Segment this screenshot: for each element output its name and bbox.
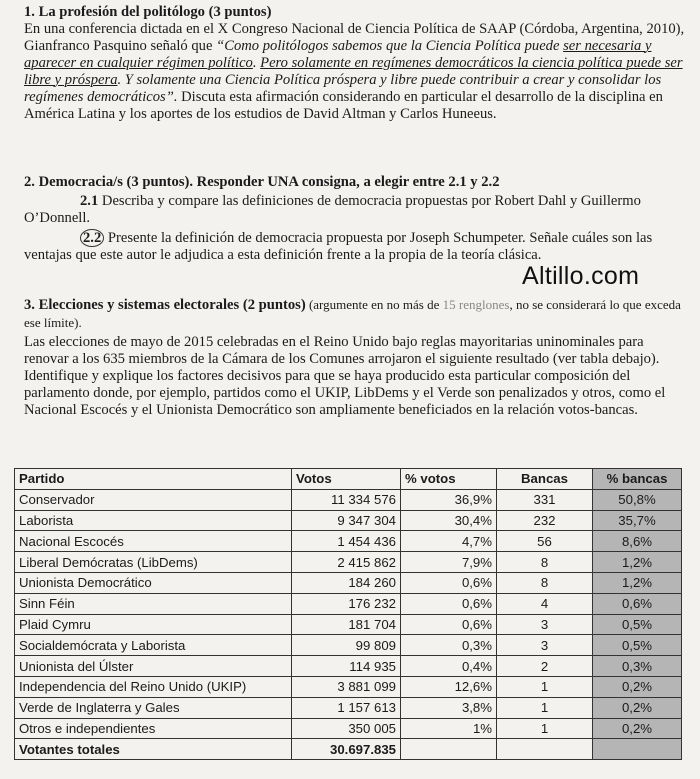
seat-pct-cell: 0,6% xyxy=(593,593,682,614)
vote-pct-cell: 3,8% xyxy=(401,697,497,718)
seats-cell: 232 xyxy=(497,510,593,531)
party-cell: Independencia del Reino Unido (UKIP) xyxy=(15,676,292,697)
seat-pct-cell: 0,2% xyxy=(593,718,682,739)
table-row xyxy=(15,676,682,697)
table-row xyxy=(15,635,682,656)
votes-cell: 114 935 xyxy=(292,656,401,677)
header-pct-bancas: % bancas xyxy=(593,469,682,490)
seats-cell: 1 xyxy=(497,697,593,718)
seats-cell: 56 xyxy=(497,531,593,552)
section-3-note-a: (argumente en no más de xyxy=(305,297,443,312)
seats-cell: 1 xyxy=(497,676,593,697)
table-row xyxy=(15,572,682,593)
section-3-title: 3. Elecciones y sistemas electorales (2 puntos) xyxy=(24,297,306,313)
vote-pct-cell: 7,9% xyxy=(401,552,497,573)
party-cell: Plaid Cymru xyxy=(15,614,292,635)
seats-cell: 3 xyxy=(497,635,593,656)
vote-pct-cell: 1% xyxy=(401,718,497,739)
votes-cell: 2 415 862 xyxy=(292,552,401,573)
votes-cell: 184 260 xyxy=(292,572,401,593)
seats-cell: 3 xyxy=(497,614,593,635)
party-cell: Conservador xyxy=(15,489,292,510)
header-pct-votos: % votos xyxy=(401,469,497,490)
total-empty-cell xyxy=(401,739,497,760)
section-1-title: 1. La profesión del politólogo (3 puntos) xyxy=(24,4,272,20)
seats-cell: 331 xyxy=(497,489,593,510)
quote-part-b: ser necesaria y aparecer en cualquier régimen político xyxy=(24,38,652,71)
item-2-1-number: 2.1 xyxy=(80,193,99,209)
vote-pct-cell: 0,4% xyxy=(401,656,497,677)
table-row xyxy=(15,531,682,552)
seats-cell: 8 xyxy=(497,552,593,573)
total-votes-cell: 30.697.835 xyxy=(292,739,401,760)
section-1-task: Discuta esta afirmación considerando en particular el desarrollo de la disciplina en América Latina y los aportes de los estudios de David Altman y Carlos Huneeus. xyxy=(24,89,663,122)
vote-pct-cell: 0,6% xyxy=(401,572,497,593)
quote-part-c: . xyxy=(252,55,261,71)
seat-pct-cell: 8,6% xyxy=(593,531,682,552)
vote-pct-cell: 30,4% xyxy=(401,510,497,531)
table-row xyxy=(15,656,682,677)
quote-part-e: . Y solamente una Ciencia Política próspera y libre puede contribuir a crear y consolidar los regímenes democráticos”. xyxy=(24,72,662,105)
total-label-cell: Votantes totales xyxy=(15,739,292,760)
table-body xyxy=(15,489,682,759)
section-3-note-b: 15 renglones xyxy=(442,297,510,312)
votes-cell: 1 454 436 xyxy=(292,531,401,552)
seats-cell: 1 xyxy=(497,718,593,739)
item-2-2-number: 2.2 xyxy=(80,229,104,247)
total-empty-cell xyxy=(593,739,682,760)
party-cell: Socialdemócrata y Laborista xyxy=(15,635,292,656)
header-partido: Partido xyxy=(15,469,292,490)
table-header-row xyxy=(15,469,682,490)
party-cell: Unionista Democrático xyxy=(15,572,292,593)
party-cell: Liberal Demócratas (LibDems) xyxy=(15,552,292,573)
section-3-note-c: , no se considerará lo que exceda ese límite). xyxy=(24,297,681,330)
seats-cell: 2 xyxy=(497,656,593,677)
section-1 xyxy=(24,4,686,123)
vote-pct-cell: 12,6% xyxy=(401,676,497,697)
vote-pct-cell: 4,7% xyxy=(401,531,497,552)
table-total-row xyxy=(15,739,682,760)
table-row xyxy=(15,489,682,510)
party-cell: Verde de Inglaterra y Gales xyxy=(15,697,292,718)
item-2-1-text: Describa y compare las definiciones de democracia propuestas por Robert Dahl y Guillermo O’Donnell. xyxy=(24,193,641,226)
votes-cell: 1 157 613 xyxy=(292,697,401,718)
header-votos: Votos xyxy=(292,469,401,490)
party-cell: Nacional Escocés xyxy=(15,531,292,552)
header-bancas: Bancas xyxy=(497,469,593,490)
table-row xyxy=(15,593,682,614)
seat-pct-cell: 0,5% xyxy=(593,614,682,635)
votes-cell: 176 232 xyxy=(292,593,401,614)
seat-pct-cell: 1,2% xyxy=(593,572,682,593)
votes-cell: 9 347 304 xyxy=(292,510,401,531)
party-cell: Sinn Féin xyxy=(15,593,292,614)
seat-pct-cell: 0,3% xyxy=(593,656,682,677)
total-empty-cell xyxy=(497,739,593,760)
quote-part-d: Pero solamente en regímenes democráticos la ciencia política puede ser libre y próspera xyxy=(24,55,683,88)
section-2-title: 2. Democracia/s (3 puntos). Responder UNA consigna, a elegir entre 2.1 y 2.2 xyxy=(24,174,500,190)
vote-pct-cell: 36,9% xyxy=(401,489,497,510)
section-2 xyxy=(24,174,686,264)
table-row xyxy=(15,510,682,531)
seat-pct-cell: 0,5% xyxy=(593,635,682,656)
seat-pct-cell: 0,2% xyxy=(593,676,682,697)
votes-cell: 350 005 xyxy=(292,718,401,739)
seat-pct-cell: 35,7% xyxy=(593,510,682,531)
seat-pct-cell: 0,2% xyxy=(593,697,682,718)
votes-cell: 99 809 xyxy=(292,635,401,656)
vote-pct-cell: 0,3% xyxy=(401,635,497,656)
section-3 xyxy=(24,296,686,419)
election-results-table xyxy=(14,468,682,760)
section-3-body: Las elecciones de mayo de 2015 celebradas en el Reino Unido bajo reglas mayoritarias uninominales para renovar a los 635 miembros de la Cámara de los Comunes arrojaron el siguiente resultado (ver tabla debajo). Identifique y explique los factores decisivos para que se haya producido esta particular composición del parlamento donde, por ejemplo, partidos como el UKIP, LibDems y el Verde son penalizados y otros, como el Nacional Escocés y el Unionista Democrático son ampliamente beneficiados en la relación votos-bancas. xyxy=(24,334,666,418)
watermark-text: Altillo.com xyxy=(522,262,640,290)
votes-cell: 11 334 576 xyxy=(292,489,401,510)
party-cell: Unionista del Úlster xyxy=(15,656,292,677)
table-row xyxy=(15,614,682,635)
votes-cell: 181 704 xyxy=(292,614,401,635)
vote-pct-cell: 0,6% xyxy=(401,614,497,635)
section-1-intro: En una conferencia dictada en el X Congreso Nacional de Ciencia Política de SAAP (Córdoba, Argentina, 2010), Gianfranco Pasquino señaló que xyxy=(24,21,685,54)
seats-cell: 4 xyxy=(497,593,593,614)
seats-cell: 8 xyxy=(497,572,593,593)
seat-pct-cell: 1,2% xyxy=(593,552,682,573)
seat-pct-cell: 50,8% xyxy=(593,489,682,510)
table-row xyxy=(15,697,682,718)
party-cell: Laborista xyxy=(15,510,292,531)
table-row xyxy=(15,718,682,739)
votes-cell: 3 881 099 xyxy=(292,676,401,697)
quote-part-a: “Como politólogos sabemos que la Ciencia Política puede xyxy=(216,38,564,54)
item-2-2-text: Presente la definición de democracia propuesta por Joseph Schumpeter. Señale cuáles son las ventajas que este autor le adjudica a esta definición frente a la propia de la teoría clásica. xyxy=(24,230,653,263)
vote-pct-cell: 0,6% xyxy=(401,593,497,614)
party-cell: Otros e independientes xyxy=(15,718,292,739)
table-row xyxy=(15,552,682,573)
